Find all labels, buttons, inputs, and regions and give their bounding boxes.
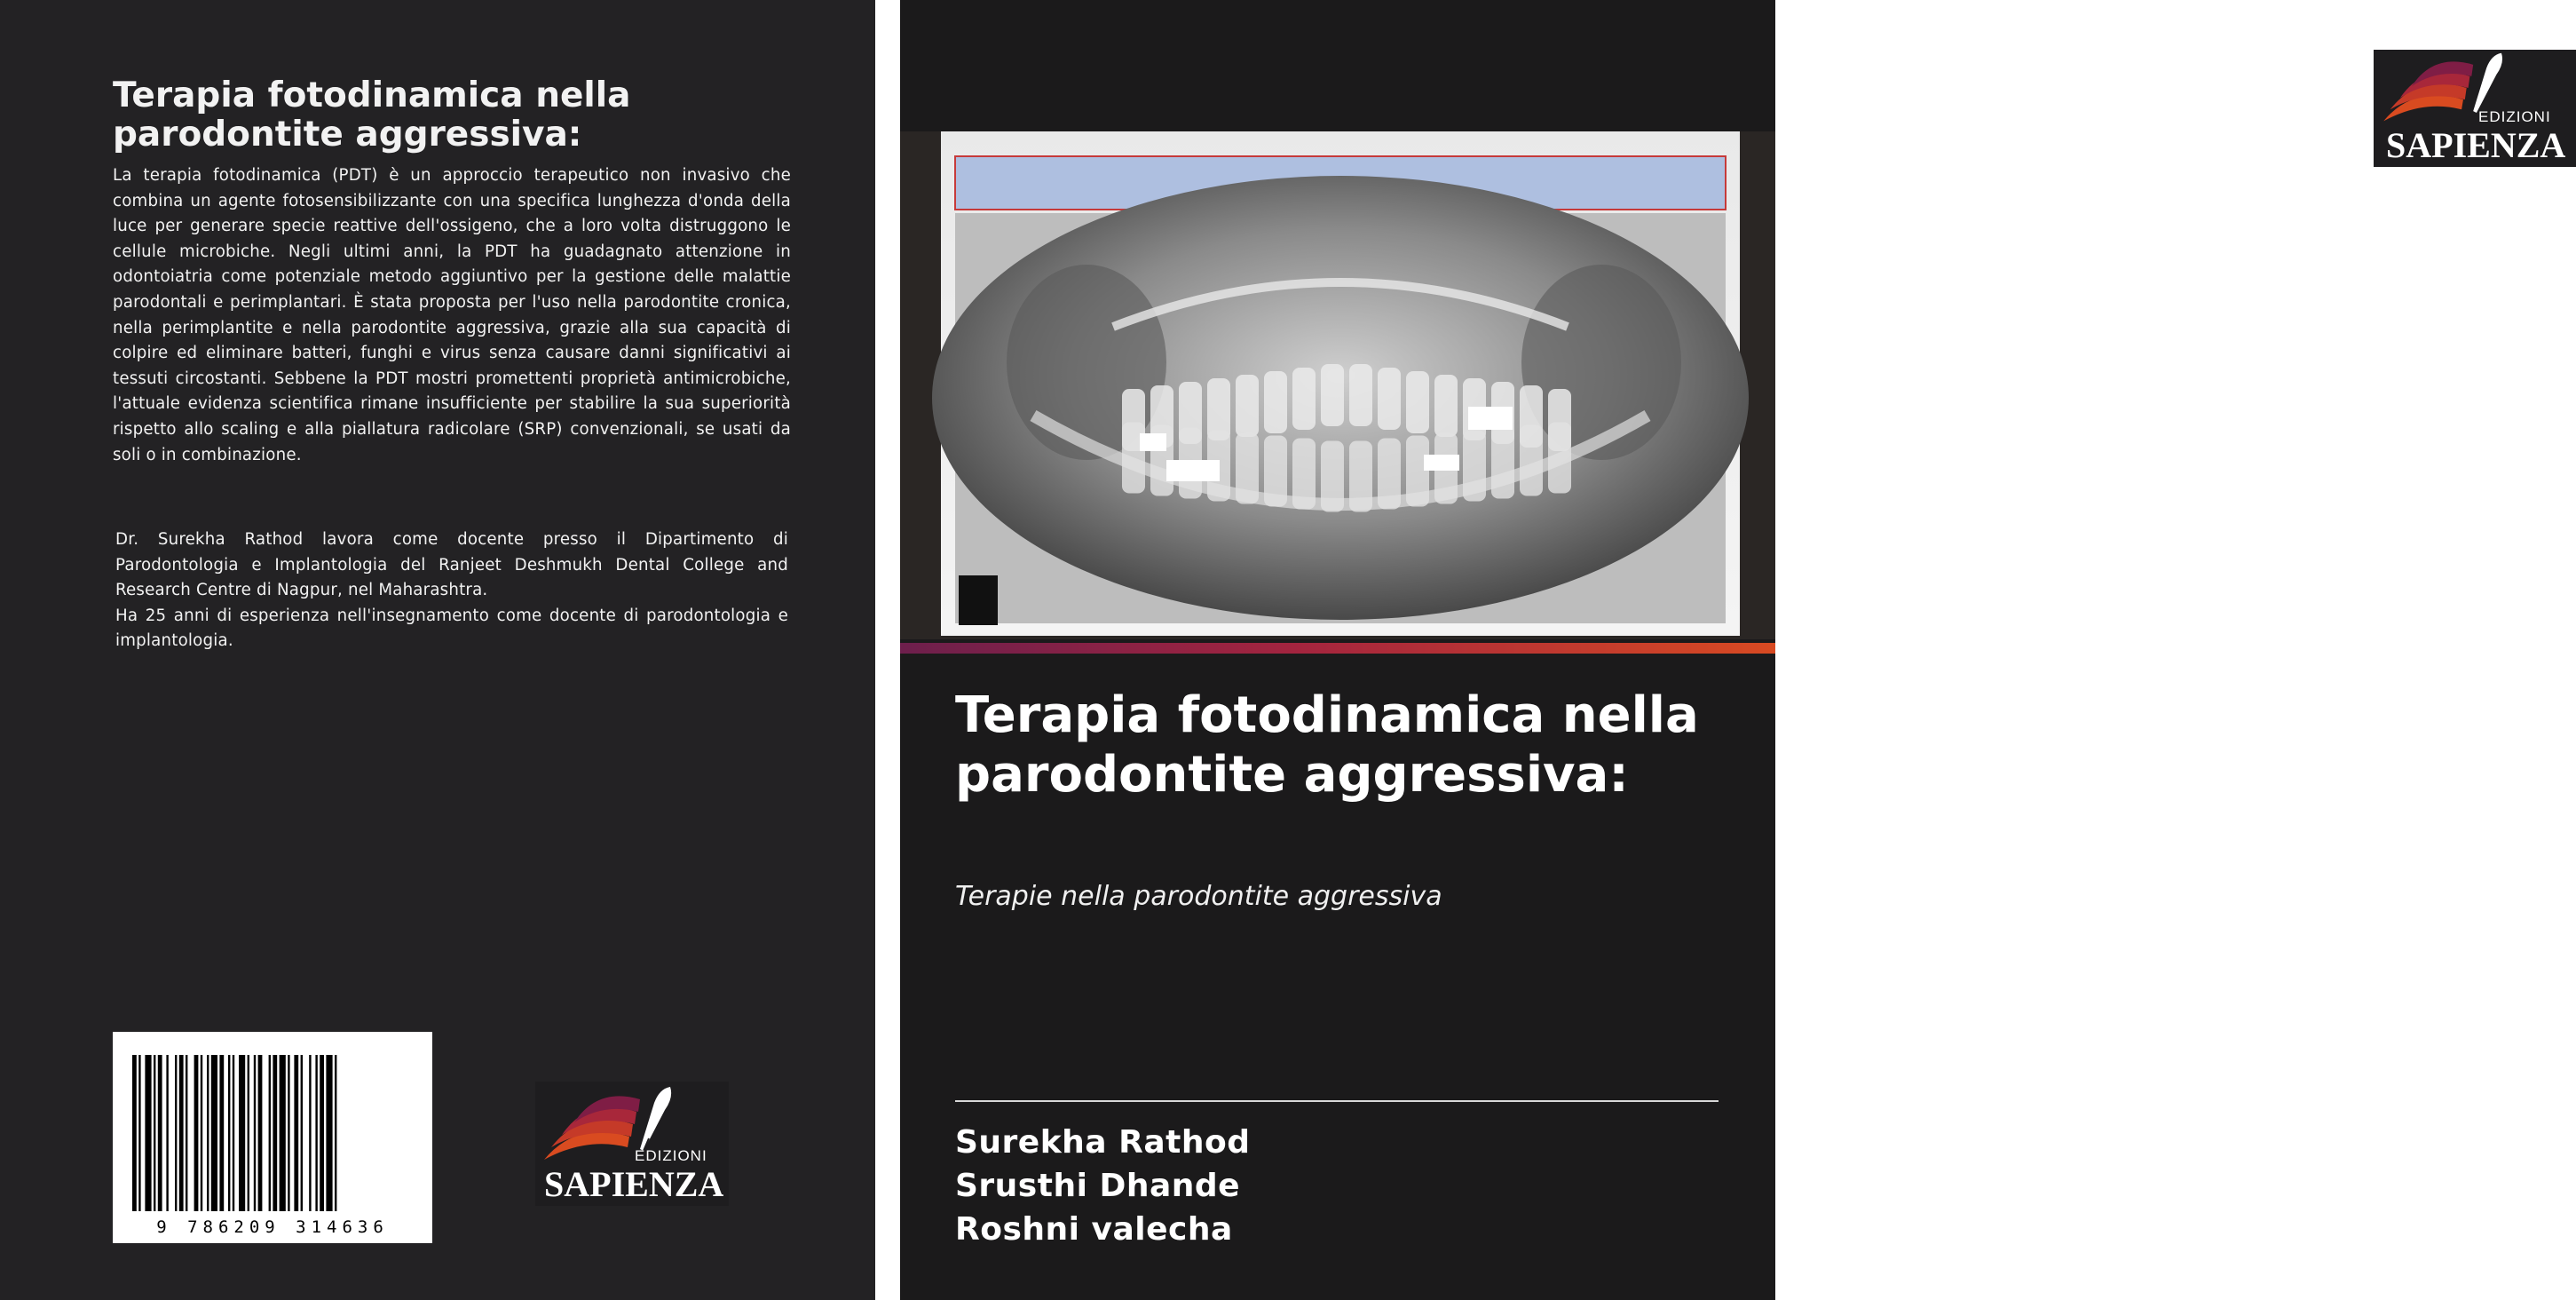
barcode-icon — [113, 1032, 432, 1243]
author-bio — [115, 527, 788, 654]
publisher-logo-front — [2374, 50, 2576, 167]
spine-gap — [875, 0, 900, 1300]
publisher-sapienza: SAPIENZA — [2386, 125, 2566, 165]
back-cover — [0, 0, 875, 1300]
dental-xray-icon — [900, 131, 1775, 639]
publisher-sapienza: SAPIENZA — [544, 1164, 724, 1204]
author-bio-paragraph: Dr. Surekha Rathod lavora come docente presso il Dipartimento di Parodontologia e Implantologia del Ranjeet Deshmukh Dental College and Research Centre di Nagpur, nel Maharashtra. — [115, 530, 788, 600]
author-list — [955, 1121, 1736, 1251]
publisher-edizioni: EDIZIONI — [2478, 108, 2551, 125]
publisher-logo-back — [535, 1082, 729, 1206]
front-subtitle: Terapie nella parodontite aggressiva — [955, 881, 1442, 912]
accent-line — [900, 643, 1775, 654]
divider — [955, 1100, 1719, 1102]
author-name: Surekha Rathod — [955, 1124, 1251, 1161]
author-bio-paragraph: Ha 25 anni di esperienza nell'insegnamento come docente di parodontologia e implantologia. — [115, 606, 788, 651]
dental-xray-image — [900, 131, 1775, 639]
author-name: Srusthi Dhande — [955, 1168, 1241, 1204]
isbn-digits: 9 786209 314636 — [156, 1217, 389, 1237]
front-title: Terapia fotodinamica nella parodontite aggressiva: — [955, 686, 1699, 804]
back-description: La terapia fotodinamica (PDT) è un approccio terapeutico non invasivo che combina un agente fotosensibilizzante con una specifica lunghezza d'onda della luce per generare specie reattive dell'ossigeno, che a loro volta distruggono le cellule microbiche. Negli ultimi anni, la PDT ha guadagnato attenzione in odontoiatria come potenziale metodo aggiuntivo per la gestione delle malattie parodontali e perimplantari. È stata proposta per l'uso nella parodontite cronica, nella perimplantite e nella parodontite aggressiva, grazie alla sua capacità di colpire ed eliminare batteri, funghi e virus senza causare danni significativi ai tessuti circostanti. Sebbene la PDT mostri promettenti proprietà antimicrobiche, l'attuale evidenza scientifica rimane insufficiente per stabilire la sua superiorità rispetto allo scaling e alla piallatura radicolare (SRP) convenzionali, se usati da soli o in combinazione. — [113, 166, 791, 464]
publisher-edizioni: EDIZIONI — [635, 1147, 707, 1164]
author-name: Roshni valecha — [955, 1211, 1233, 1248]
front-cover — [900, 0, 2566, 1300]
back-title: Terapia fotodinamica nella parodontite aggressiva: — [113, 75, 631, 155]
isbn-barcode — [113, 1032, 432, 1243]
